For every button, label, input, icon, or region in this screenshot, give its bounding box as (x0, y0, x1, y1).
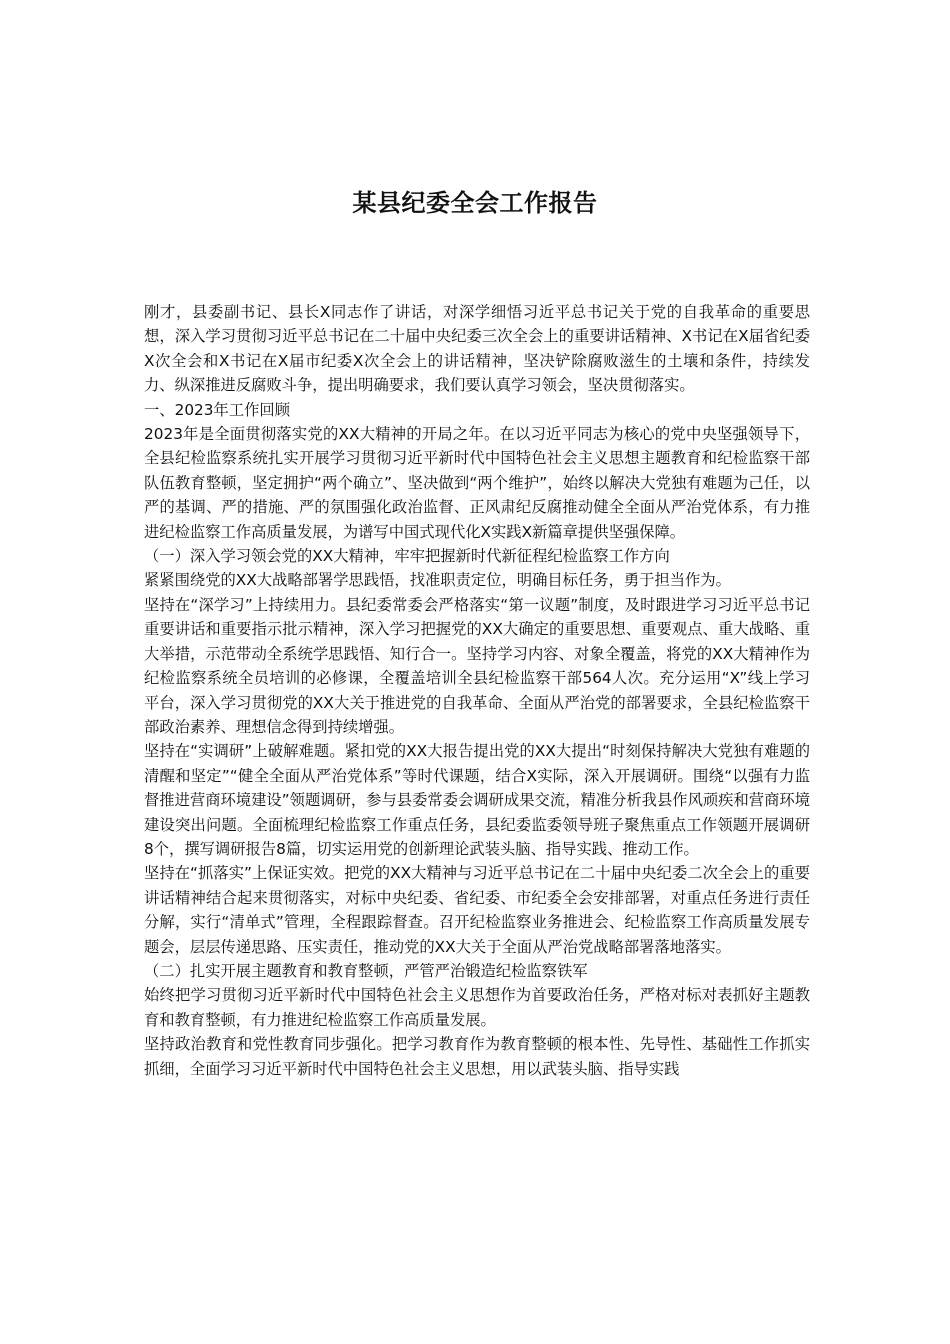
paragraph: 坚持在“实调研”上破解难题。紧扣党的XX大报告提出党的XX大提出“时刻保持解决大党独有难题的清醒和坚定”“健全全面从严治党体系”等时代课题，结合X实际，深入开展调研。围绕“以强有力监督推进营商环境建设”领题调研，参与县委常委会调研成果交流，精准分析我县作风顽疾和营商环境建设突出问题。全面梳理纪检监察工作重点任务，县纪委监委领导班子聚焦重点工作领题开展调研8个，撰写调研报告8篇，切实运用党的创新理论武装头脑、指导实践、推动工作。 (144, 742, 810, 858)
paragraph: 紧紧围绕党的XX大战略部署学思践悟，找准职责定位，明确目标任务，勇于担当作为。 (144, 571, 731, 590)
document-title: 某县纪委全会工作报告 (352, 189, 598, 217)
paragraph-intro: 刚才，县委副书记、县长X同志作了讲话，对深学细悟习近平总书记关于党的自我革命的重要思想，深入学习贯彻习近平总书记在二十届中央纪委三次全会上的重要讲话精神、X书记在X届省纪委X次全会和X书记在X届市纪委X次全会上的讲话精神，坚决铲除腐败滋生的土壤和条件，持续发力、纵深推进反腐败斗争，提出明确要求，我们要认真学习领会，坚决贯彻落实。 (144, 303, 810, 395)
paragraph: 坚持在“深学习”上持续用力。县纪委常委会严格落实“第一议题”制度，及时跟进学习习近平总书记重要讲话和重要指示批示精神，深入学习把握党的XX大确定的重要思想、重要观点、重大战略、重大举措，示范带动全系统学思践悟、知行合一。坚持学习内容、对象全覆盖，将党的XX大精神作为纪检监察系统全员培训的必修课，全覆盖培训全县纪检监察干部564人次。充分运用“X”线上学习平台，深入学习贯彻党的XX大关于推进党的自我革命、全面从严治党的部署要求，全县纪检监察干部政治素养、理想信念得到持续增强。 (144, 595, 810, 736)
paragraph: 始终把学习贯彻习近平新时代中国特色社会主义思想作为首要政治任务，严格对标对表抓好主题教育和教育整顿，有力推进纪检监察工作高质量发展。 (144, 986, 810, 1029)
subsection-heading-2: （二）扎实开展主题教育和教育整顿，严管严治锻造纪检监察铁军 (144, 961, 588, 980)
paragraph-overview: 2023年是全面贯彻落实党的XX大精神的开局之年。在以习近平同志为核心的党中央坚强领导下，全县纪检监察系统扎实开展学习贯彻习近平新时代中国特色社会主义思想主题教育和纪检监察干部队伍教育整顿，坚定拥护“两个确立”、坚决做到“两个维护”，始终以解决大党独有难题为己任，以严的基调、严的措施、严的氛围强化政治监督、正风肃纪反腐推动健全全面从严治党体系，有力推进纪检监察工作高质量发展，为谱写中国式现代化X实践X新篇章提供坚强保障。 (144, 425, 810, 541)
document-body (144, 300, 810, 1081)
section-heading-1: 一、2023年工作回顾 (144, 400, 291, 419)
paragraph: 坚持在“抓落实”上保证实效。把党的XX大精神与习近平总书记在二十届中央纪委二次全会上的重要讲话精神结合起来贯彻落实，对标中央纪委、省纪委、市纪委全会安排部署，对重点任务进行责任分解，实行“清单式”管理，全程跟踪督查。召开纪检监察业务推进会、纪检监察工作高质量发展专题会，层层传递思路、压实责任，推动党的XX大关于全面从严治党战略部署落地落实。 (144, 864, 810, 956)
paragraph: 坚持政治教育和党性教育同步强化。把学习教育作为教育整顿的根本性、先导性、基础性工作抓实抓细，全面学习习近平新时代中国特色社会主义思想，用以武装头脑、指导实践 (144, 1035, 810, 1078)
subsection-heading-1: （一）深入学习领会党的XX大精神，牢牢把握新时代新征程纪检监察工作方向 (144, 547, 670, 566)
